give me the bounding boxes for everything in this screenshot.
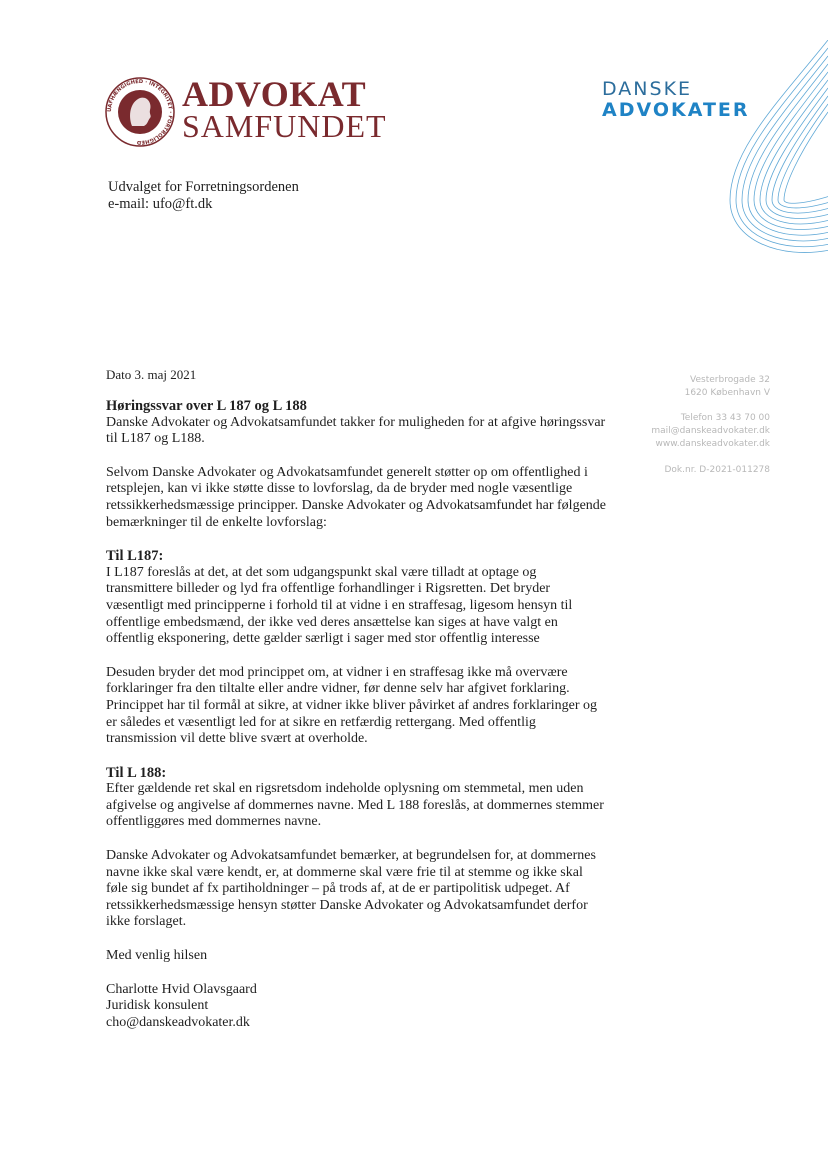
signer-name: Charlotte Hvid Olavsgaard xyxy=(106,981,257,997)
section-1-paragraph-1: I L187 foreslås at det, at det som udgangspunkt skal være tilladt at optage og transmittere billeder og lyd fra offentlige forhandlinger i Rigsretten. Det bryder væsentligt med principperne i forhold til at vidne i en straffesag, ligesom hensyn til offentlige embedsmænd, der ikke ved deres ansættelse kan siges at have valgt en offentlig eksponering, dette gælder særligt i sager med stor offentlig interesse xyxy=(106,564,573,647)
letter-heading: Høringssvar over L 187 og L 188 xyxy=(106,398,307,414)
wave-lines-icon xyxy=(690,40,828,285)
paragraph-1: Selvom Danske Advokater og Advokatsamfundet generelt støtter op om offentlighed i retsplejen, kan vi ikke støtte disse to lovforslag, da de bryder med nogle væsentlige retssikkerhedsmæssige principper. Danske Advokater og Advokatsamfundet har følgende bemærkninger til de enkelte lovforslag: xyxy=(106,464,606,530)
brand-samfundet: SAMFUNDET xyxy=(182,108,387,144)
letter-date: Dato 3. maj 2021 xyxy=(106,367,197,382)
danske-advokater-logo xyxy=(600,76,828,286)
address-city: 1620 København V xyxy=(684,388,770,398)
seal-text: UAFHÆNGIGHED · INTEGRITET · FORTROLIGHED xyxy=(106,78,174,146)
signer-title: Juridisk konsulent xyxy=(106,998,209,1014)
address-street: Vesterbrogade 32 xyxy=(690,375,770,385)
recipient-email: e-mail: ufo@ft.dk xyxy=(108,196,213,212)
section-2-paragraph-1: Efter gældende ret skal en rigsretsdom indeholde oplysning om stemmetal, men uden afgivelse og angivelse af dommernes navne. Med L 188 foreslås, at dommernes stemmer offentliggøres med dommernes navne. xyxy=(106,781,604,830)
sender-address xyxy=(590,374,770,400)
letter-body xyxy=(106,398,606,1031)
document-number: Dok.nr. D-2021-011278 xyxy=(664,465,770,475)
intro-paragraph: Danske Advokater og Advokatsamfundet takker for muligheden for at afgive høringssvar til L187 og L188. xyxy=(106,414,606,447)
section-2-paragraph-2: Danske Advokater og Advokatsamfundet bemærker, at begrundelsen for, at dommernes navne ikke skal være kendt, er, at dommerne skal være frie til at stemme og ikke skal føle sig bundet af fx partiholdninger – på trods af, at de er partipolitisk udpeget. Af retssikkerhedsmæssige hensyn støtter Danske Advokater og Advokatsamfundet derfor ikke forslaget. xyxy=(106,848,596,930)
sender-contact xyxy=(590,412,770,451)
recipient-block xyxy=(108,179,299,213)
brand-danske: DANSKE xyxy=(602,78,693,100)
section-1-title: Til L187: xyxy=(106,548,164,565)
brand-advokat: ADVOKAT xyxy=(182,74,367,114)
sender-web: www.danskeadvokater.dk xyxy=(655,439,770,449)
closing: Med venlig hilsen xyxy=(106,948,208,964)
sender-phone: Telefon 33 43 70 00 xyxy=(680,413,770,423)
sender-email: mail@danskeadvokater.dk xyxy=(651,426,770,436)
section-2-title: Til L 188: xyxy=(106,764,167,781)
brand-advokater: ADVOKATER xyxy=(602,99,750,121)
section-1-paragraph-2: Desuden bryder det mod princippet om, at vidner i en straffesag ikke må overvære forklaringer fra den tiltalte eller andre vidner, før denne selv har afgivet forklaring. Princippet har til formål at sikre, at vidner ikke bliver påvirket af andres forklaringer og er således et væsentligt led for at sikre en retfærdig rettergang. Med offentlig transmission vil dette blive svært at overholde. xyxy=(106,664,597,747)
signer-email: cho@danskeadvokater.dk xyxy=(106,1014,250,1030)
advokatsamfundet-logo xyxy=(104,72,387,152)
recipient-name: Udvalget for Forretningsordenen xyxy=(108,179,299,195)
seal-icon xyxy=(104,76,176,148)
